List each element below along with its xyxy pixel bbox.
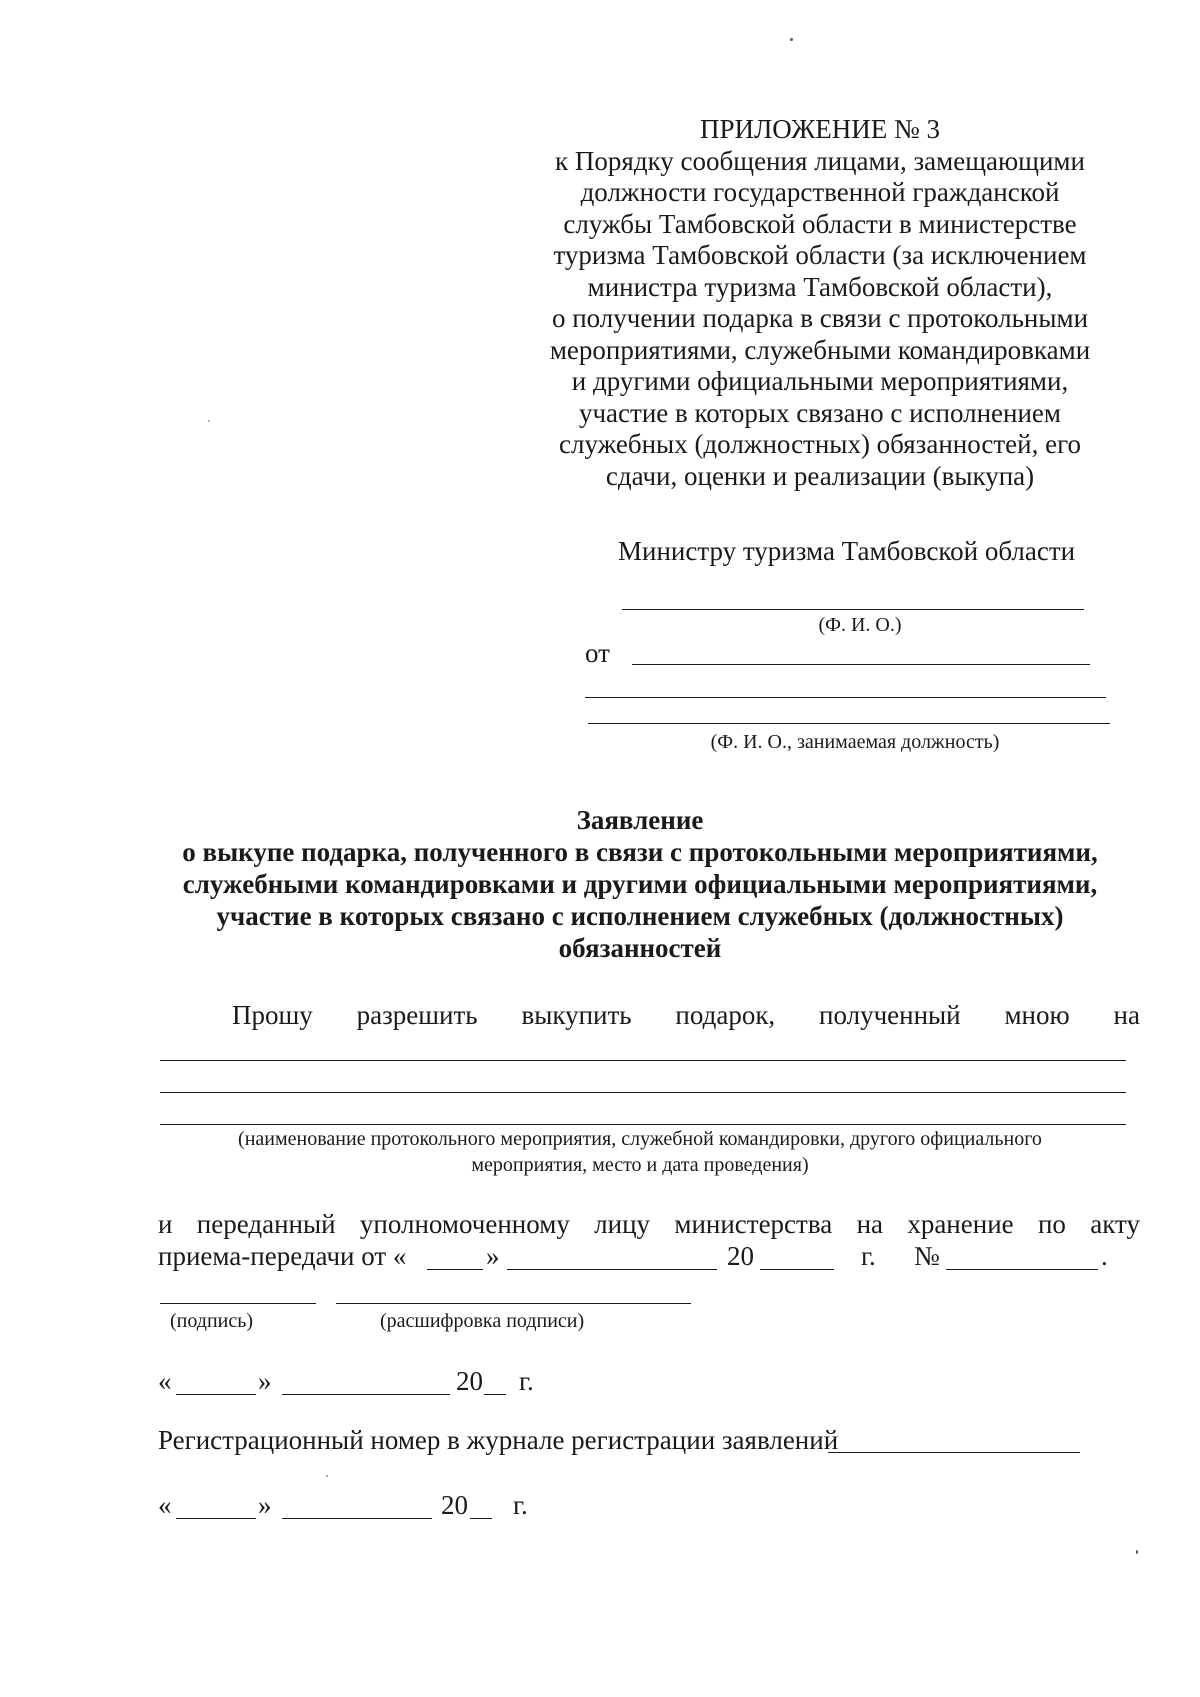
event-line-1[interactable] [160, 1060, 1126, 1061]
appendix-line: службы Тамбовской области в министерстве [563, 208, 1077, 239]
transfer-word: акту [1090, 1209, 1140, 1239]
title-line: служебными командировками и другими официальными мероприятиями, [182, 869, 1098, 899]
event-line-3[interactable] [160, 1124, 1126, 1125]
act-year-line[interactable] [760, 1269, 834, 1270]
act-month-line[interactable] [507, 1269, 717, 1270]
request-word: выкупить [521, 1000, 632, 1030]
appendix-line: участие в которых связано с исполнением [578, 397, 1062, 428]
date2-year: 20 [441, 1490, 468, 1520]
date2-open-quote: « [158, 1490, 172, 1520]
date2-g: г. [513, 1490, 528, 1520]
transfer-word: по [1037, 1209, 1066, 1239]
transfer-word: министерства [674, 1209, 833, 1239]
request-word: подарок, [675, 1000, 776, 1030]
act-g-label: г. [861, 1241, 876, 1271]
appendix-line: должности государственной гражданской [580, 177, 1060, 207]
addressee-minister: Министру туризма Тамбовской области [618, 536, 1076, 566]
request-word: на [1113, 1000, 1140, 1030]
request-word: мною [1004, 1000, 1070, 1030]
appendix-line: министра туризма Тамбовской области), [587, 271, 1053, 302]
date1-month-line[interactable] [282, 1394, 450, 1395]
date1-day-line[interactable] [176, 1394, 256, 1395]
act-label: приема-передачи от « [158, 1241, 407, 1271]
date1-year-line[interactable] [484, 1394, 506, 1395]
date1-close-quote: » [258, 1366, 272, 1396]
appendix-line: о получении подарка в связи с протокольными [551, 303, 1089, 333]
signature-decode-line[interactable] [336, 1303, 691, 1304]
date2-month-line[interactable] [282, 1518, 432, 1519]
act-year-label: 20 [727, 1241, 754, 1271]
scan-speck [1136, 1550, 1138, 1554]
registration-number-line[interactable] [828, 1452, 1080, 1453]
request-sentence [232, 1000, 1140, 1031]
transfer-word: уполномоченному [359, 1209, 570, 1239]
date2-close-quote: » [258, 1490, 272, 1520]
event-caption-line: (наименование протокольного мероприятия, служебной командировки, другого официального [238, 1128, 1042, 1150]
event-caption [160, 1126, 1120, 1178]
event-caption-line: мероприятия, место и дата проведения) [471, 1154, 809, 1176]
date2-year-line[interactable] [470, 1518, 492, 1519]
statement-title [140, 804, 1140, 964]
transfer-word: и [158, 1209, 173, 1239]
fio-caption: (Ф. И. О.) [818, 614, 902, 636]
scan-speck [326, 1475, 328, 1477]
date1-open-quote: « [158, 1366, 172, 1396]
request-word: полученный [819, 1000, 961, 1030]
act-number-label: № [914, 1241, 940, 1271]
event-line-2[interactable] [160, 1092, 1126, 1093]
transfer-word: хранение [907, 1209, 1014, 1239]
request-word: Прошу [232, 1000, 313, 1030]
appendix-line: служебных (должностных) обязанностей, его [558, 429, 1081, 459]
scan-speck [790, 38, 793, 41]
act-day-line[interactable] [427, 1269, 483, 1270]
fio-position-caption: (Ф. И. О., занимаемая должность) [710, 731, 1000, 753]
request-word: разрешить [356, 1000, 478, 1030]
date2-day-line[interactable] [176, 1518, 256, 1519]
from-line-1[interactable] [632, 664, 1090, 665]
signature-line[interactable] [160, 1303, 316, 1304]
appendix-line: сдачи, оценки и реализации (выкупа) [605, 460, 1035, 491]
appendix-line: к Порядку сообщения лицами, замещающими [555, 145, 1085, 176]
appendix-line: туризма Тамбовской области (за исключением [553, 240, 1087, 270]
act-dot: . [1101, 1241, 1108, 1271]
transfer-sentence [158, 1209, 1140, 1240]
from-line-3[interactable] [588, 723, 1110, 724]
appendix-line: мероприятиями, служебными командировками [549, 334, 1091, 365]
from-label: от [585, 638, 610, 668]
appendix-header [520, 114, 1120, 492]
title-line: о выкупе подарка, полученного в связи с протокольными мероприятиями, [182, 837, 1098, 867]
appendix-title: ПРИЛОЖЕНИЕ № 3 [699, 114, 941, 144]
registration-label: Регистрационный номер в журнале регистрации заявлений [158, 1425, 839, 1455]
title-line: обязанностей [558, 933, 722, 963]
transfer-word: на [856, 1209, 883, 1239]
minister-fio-line[interactable] [622, 609, 1084, 610]
signature-caption: (подпись) [170, 1310, 254, 1332]
from-line-2[interactable] [585, 697, 1106, 698]
act-number-line[interactable] [946, 1269, 1098, 1270]
date1-g: г. [519, 1366, 534, 1396]
title-line: участие в которых связано с исполнением служебных (должностных) [216, 901, 1064, 931]
signature-decode-caption: (расшифровка подписи) [380, 1310, 585, 1332]
date1-year: 20 [456, 1366, 483, 1396]
act-quote-close: » [486, 1241, 500, 1271]
transfer-word: лицу [594, 1209, 651, 1239]
title-heading: Заявление [576, 805, 704, 835]
appendix-line: и другими официальными мероприятиями, [571, 366, 1069, 396]
scan-speck [208, 420, 210, 422]
transfer-word: переданный [196, 1209, 336, 1239]
